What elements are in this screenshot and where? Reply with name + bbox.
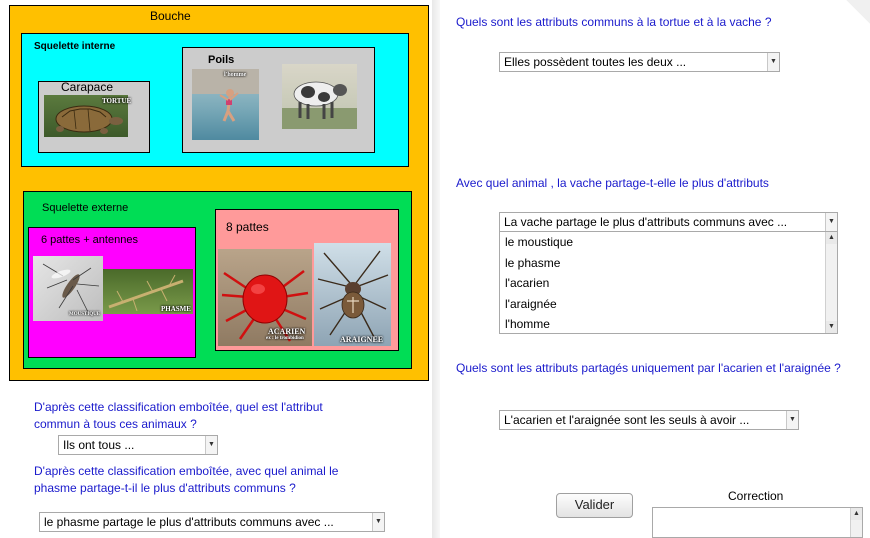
six-legs-label: 6 pattes + antennes bbox=[41, 234, 138, 246]
mite-caption: ACARIEN bbox=[268, 327, 306, 336]
human-caption: l'homme bbox=[224, 72, 247, 78]
dropdown-arrow-icon[interactable]: ▼ bbox=[825, 213, 837, 231]
eight-legs-label: 8 pattes bbox=[226, 220, 269, 234]
mite-spider-select[interactable] bbox=[499, 410, 799, 430]
turtle-cow-select-value: Elles possèdent toutes les deux ... bbox=[504, 55, 687, 69]
page-corner bbox=[846, 0, 870, 24]
turtle-caption: TORTUE bbox=[102, 97, 132, 105]
question-phasme-closest: D'après cette classification emboîtée, avec quel animal le phasme partage-t-il le plus d'attributs communs ? bbox=[34, 464, 339, 495]
dropdown-arrow-icon[interactable]: ▼ bbox=[372, 513, 384, 531]
phasme-closest-select-value: le phasme partage le plus d'attributs communs avec ... bbox=[44, 515, 334, 529]
cow-drawing bbox=[282, 64, 357, 129]
turtle-cow-select[interactable] bbox=[499, 52, 780, 72]
stick-insect-caption: PHASME bbox=[161, 305, 191, 313]
turtle-image bbox=[44, 95, 132, 137]
human-drawing bbox=[192, 69, 259, 140]
stick-insect-image bbox=[103, 269, 193, 314]
dropdown-arrow-icon[interactable]: ▼ bbox=[767, 53, 779, 71]
cow-image bbox=[282, 64, 357, 129]
cow-closest-select-value: La vache partage le plus d'attributs communs avec ... bbox=[504, 215, 788, 229]
cow-closest-select[interactable] bbox=[499, 212, 838, 232]
option-phasme[interactable]: le phasme bbox=[505, 255, 561, 270]
human-image bbox=[192, 69, 259, 140]
validate-button[interactable]: Valider bbox=[556, 493, 633, 518]
common-attribute-select[interactable] bbox=[58, 435, 218, 455]
outer-set-label: Bouche bbox=[150, 9, 191, 23]
scroll-up-icon[interactable]: ▲ bbox=[851, 508, 862, 520]
phasme-closest-select[interactable] bbox=[39, 512, 385, 532]
internal-skeleton-label: Squelette interne bbox=[34, 41, 116, 52]
spider-drawing bbox=[314, 243, 391, 346]
option-araignee[interactable]: l'araignée bbox=[505, 296, 557, 311]
dropdown-arrow-icon[interactable]: ▼ bbox=[205, 436, 217, 454]
correction-scrollbar[interactable] bbox=[850, 508, 862, 537]
question-mite-spider: Quels sont les attributs partagés uniquement par l'acarien et l'araignée ? bbox=[456, 361, 841, 375]
option-moustique[interactable]: le moustique bbox=[505, 235, 574, 249]
option-acarien[interactable]: l'acarien bbox=[505, 276, 550, 291]
carapace-label: Carapace bbox=[61, 80, 114, 94]
option-homme[interactable]: l'homme bbox=[505, 317, 550, 332]
question-turtle-cow: Quels sont les attributs communs à la tortue et à la vache ? bbox=[456, 15, 772, 29]
mosquito-image bbox=[33, 256, 103, 321]
mite-image bbox=[218, 249, 312, 346]
mite-subcaption: ex : le trombidion bbox=[266, 336, 304, 341]
question-common-attribute: D'après cette classification emboîtée, quel est l'attribut commun à tous ces animaux ? bbox=[34, 400, 323, 431]
question-cow-closest: Avec quel animal , la vache partage-t-elle le plus d'attributs bbox=[456, 176, 769, 190]
options-scrollbar[interactable] bbox=[825, 232, 837, 333]
spider-caption: ARAIGNEE bbox=[340, 335, 384, 344]
common-attribute-select-value: Ils ont tous ... bbox=[63, 438, 135, 452]
scroll-up-icon[interactable]: ▲ bbox=[826, 232, 837, 244]
spider-image bbox=[314, 243, 391, 346]
correction-textarea[interactable] bbox=[652, 507, 863, 538]
mosquito-caption: MOUSTIQUE bbox=[69, 312, 101, 317]
page-divider bbox=[432, 0, 440, 538]
dropdown-arrow-icon[interactable]: ▼ bbox=[786, 411, 798, 429]
poils-label: Poils bbox=[208, 54, 235, 66]
cow-closest-options-list[interactable] bbox=[499, 231, 838, 334]
correction-label: Correction bbox=[728, 489, 784, 503]
scroll-down-icon[interactable]: ▼ bbox=[826, 321, 837, 333]
external-skeleton-label: Squelette externe bbox=[42, 202, 129, 214]
mite-spider-select-value: L'acarien et l'araignée sont les seuls à avoir ... bbox=[504, 413, 750, 427]
